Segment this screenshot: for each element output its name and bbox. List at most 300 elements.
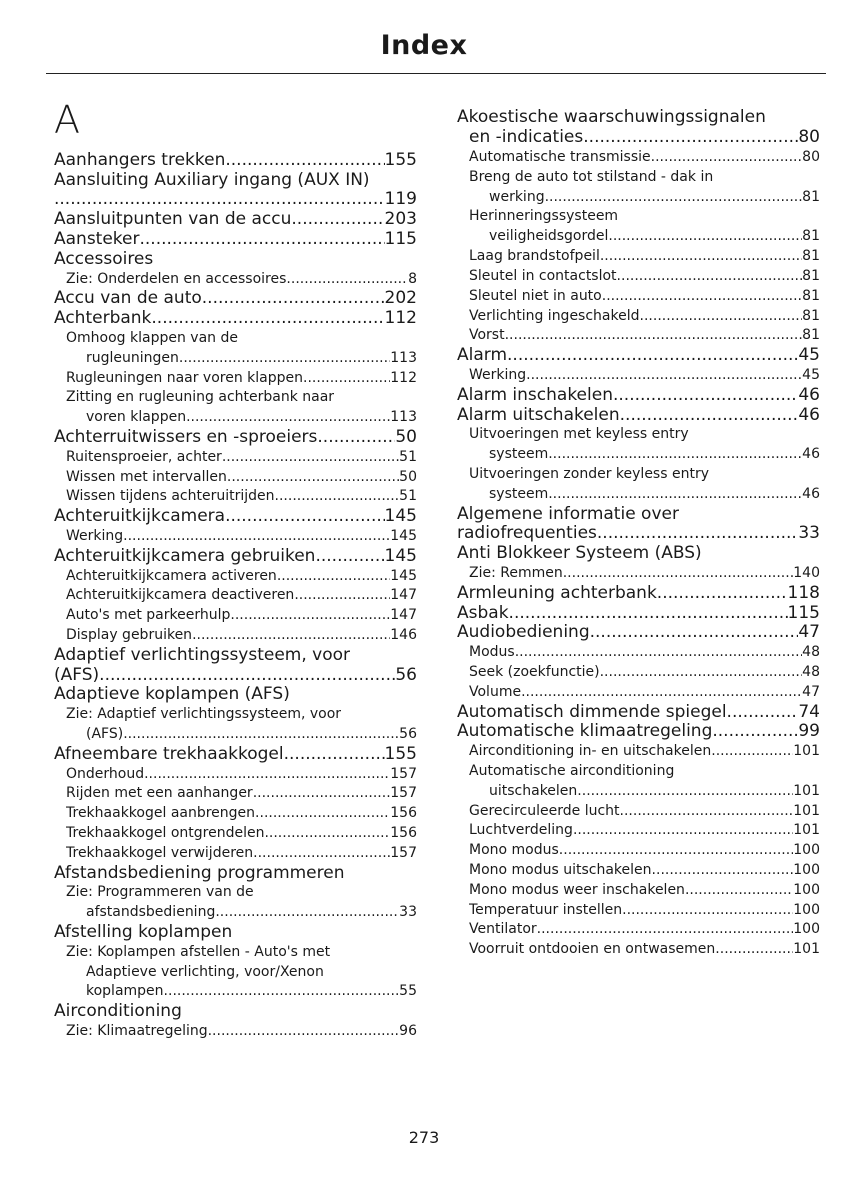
index-entry <box>469 822 820 838</box>
title-rule <box>46 73 826 74</box>
index-entry-page: 33 <box>798 523 820 543</box>
index-entry-text: Rijden met een aanhanger <box>66 785 253 801</box>
index-entry-text: Aanhangers trekken <box>54 150 226 170</box>
index-entry <box>457 583 820 603</box>
index-entry-page: 51 <box>399 488 417 504</box>
index-entry-page: 145 <box>384 506 417 526</box>
dot-leader <box>186 409 390 425</box>
index-entry <box>54 645 417 665</box>
index-entry-page: 115 <box>384 229 417 249</box>
dot-leader <box>192 627 390 643</box>
index-entry-text: Airconditioning <box>54 1001 182 1021</box>
index-entry <box>469 921 820 937</box>
index-entry-page: 100 <box>793 921 820 937</box>
index-entry-page: 81 <box>802 288 820 304</box>
index-entry-text: Achteruitkijkcamera <box>54 506 226 526</box>
index-entry <box>54 863 417 883</box>
dot-leader <box>140 229 385 249</box>
index-entry-text: Adaptieve verlichting, voor/Xenon <box>86 964 324 980</box>
index-entry <box>66 330 417 346</box>
dot-leader <box>507 345 798 365</box>
dot-leader <box>179 350 390 366</box>
index-entry <box>457 622 820 642</box>
index-entry <box>469 466 820 482</box>
dot-leader <box>225 506 384 526</box>
index-entry-page: 46 <box>798 385 820 405</box>
page-number: 273 <box>408 1128 440 1147</box>
index-entry <box>469 882 820 898</box>
index-entry <box>54 150 417 170</box>
index-entry <box>54 744 417 764</box>
index-entry-text: Gerecirculeerde lucht <box>469 803 620 819</box>
index-entry-page: 112 <box>384 308 417 328</box>
index-entry-page: 81 <box>802 248 820 264</box>
index-entry <box>457 523 820 543</box>
index-entry <box>457 345 820 365</box>
index-entry-text: radiofrequenties <box>457 523 597 543</box>
index-entry <box>66 944 417 960</box>
index-entry <box>66 568 417 584</box>
index-entry-text: Ruitensproeier, achter <box>66 449 222 465</box>
index-entry-page: 101 <box>793 803 820 819</box>
index-entry <box>457 543 820 563</box>
dot-leader <box>602 288 802 304</box>
index-entry-page: 202 <box>384 288 417 308</box>
index-entry-text: Alarm inschakelen <box>457 385 613 405</box>
index-entry-text: Achterruitwissers en -sproeiers <box>54 427 318 447</box>
index-entry-text: Wissen met intervallen <box>66 469 227 485</box>
index-entry-page: 101 <box>793 822 820 838</box>
index-entry-text: rugleuningen <box>86 350 179 366</box>
index-entry-page: 100 <box>793 902 820 918</box>
index-entry-text: Voorruit ontdooien en ontwasemen <box>469 941 716 957</box>
index-entry-text: Trekhaakkogel ontgrendelen <box>66 825 265 841</box>
dot-leader <box>573 822 793 838</box>
index-entry <box>54 209 417 229</box>
index-entry-text: Sleutel niet in auto <box>469 288 602 304</box>
dot-leader <box>286 271 408 287</box>
index-entry <box>66 370 417 386</box>
dot-leader <box>303 370 390 386</box>
index-entry-text: (AFS) <box>54 665 100 685</box>
index-entry <box>489 228 820 244</box>
index-entry <box>54 308 417 328</box>
index-entry <box>54 665 417 685</box>
index-entry <box>66 706 417 722</box>
index-entry <box>86 904 417 920</box>
dot-leader <box>151 308 384 328</box>
index-entry-text: Afstelling koplampen <box>54 922 233 942</box>
index-entry-page: 156 <box>390 825 417 841</box>
dot-leader <box>608 228 802 244</box>
index-entry-text: Algemene informatie over <box>457 504 679 524</box>
index-entry-text: voren klappen <box>86 409 187 425</box>
index-entry <box>469 367 820 383</box>
index-entry-page: 156 <box>390 805 417 821</box>
index-entry <box>66 766 417 782</box>
index-entry <box>469 308 820 324</box>
index-entry-page: 145 <box>390 568 417 584</box>
index-entry-text: Onderhoud <box>66 766 145 782</box>
index-entry-text: Wissen tijdens achteruitrijden <box>66 488 275 504</box>
dot-leader <box>225 150 384 170</box>
dot-leader <box>652 862 794 878</box>
index-entry-text: Airconditioning in- en uitschakelen <box>469 743 712 759</box>
dot-leader <box>715 941 793 957</box>
dot-leader <box>99 665 395 685</box>
index-entry <box>66 587 417 603</box>
index-entry <box>66 271 417 287</box>
index-entry-text: Zie: Klimaatregeling <box>66 1023 208 1039</box>
index-entry-page: 74 <box>798 702 820 722</box>
index-entry <box>54 170 417 190</box>
dot-leader <box>545 189 803 205</box>
index-entry-text: afstandsbediening <box>86 904 216 920</box>
index-entry <box>469 862 820 878</box>
index-entry-page: 113 <box>390 409 417 425</box>
index-entry <box>469 149 820 165</box>
index-entry-text: Audiobediening <box>457 622 590 642</box>
dot-leader <box>253 845 390 861</box>
index-entry <box>457 721 820 741</box>
index-entry <box>469 208 820 224</box>
dot-leader <box>215 904 399 920</box>
index-entry-text: Rugleuningen naar voren klappen <box>66 370 304 386</box>
dot-leader <box>253 785 391 801</box>
index-entry <box>469 426 820 442</box>
index-entry-page: 119 <box>384 189 417 209</box>
index-entry-text: Sleutel in contactslot <box>469 268 617 284</box>
index-entry <box>54 506 417 526</box>
index-entry <box>469 743 820 759</box>
index-entry <box>469 169 820 185</box>
dot-leader <box>537 921 794 937</box>
index-entry-text: Afneembare trekhaakkogel <box>54 744 284 764</box>
index-entry-page: 8 <box>408 271 417 287</box>
index-entry-page: 46 <box>798 405 820 425</box>
index-entry-text: Automatische klimaatregeling <box>457 721 713 741</box>
index-entry <box>457 504 820 524</box>
dot-leader <box>277 568 390 584</box>
dot-leader <box>291 209 384 229</box>
dot-leader <box>315 546 384 566</box>
index-entry <box>469 842 820 858</box>
index-entry-page: 48 <box>802 644 820 660</box>
index-entry-text: werking <box>489 189 545 205</box>
index-entry-page: 45 <box>798 345 820 365</box>
index-entry <box>86 983 417 999</box>
index-entry <box>66 469 417 485</box>
dot-leader <box>208 1023 400 1039</box>
index-entry-page: 115 <box>787 603 820 623</box>
dot-leader <box>123 528 390 544</box>
index-entry-page: 147 <box>390 607 417 623</box>
index-entry-page: 101 <box>793 783 820 799</box>
index-entry-text: Aansluiting Auxiliary ingang (AUX IN) <box>54 170 370 190</box>
index-entry-page: 47 <box>798 622 820 642</box>
dot-leader <box>583 127 798 147</box>
index-entry-page: 145 <box>384 546 417 566</box>
index-entry-page: 99 <box>798 721 820 741</box>
index-entry <box>457 603 820 623</box>
dot-leader <box>202 288 385 308</box>
index-entry-text: Uitvoeringen met keyless entry <box>469 426 689 442</box>
dot-leader <box>317 427 395 447</box>
index-entry-text: (AFS) <box>86 726 124 742</box>
index-entry-page: 46 <box>802 486 820 502</box>
dot-leader <box>264 825 390 841</box>
dot-leader <box>559 842 793 858</box>
index-entry-text: Omhoog klappen van de <box>66 330 238 346</box>
index-entry <box>457 405 820 425</box>
section-letter: A <box>54 98 80 142</box>
index-entry-text: Zie: Koplampen afstellen - Auto's met <box>66 944 331 960</box>
index-entry <box>54 427 417 447</box>
index-entry-page: 55 <box>399 983 417 999</box>
index-entry-text: Uitvoeringen zonder keyless entry <box>469 466 709 482</box>
index-entry-text: veiligheidsgordel <box>489 228 609 244</box>
index-entry-page: 113 <box>390 350 417 366</box>
dot-leader <box>727 702 799 722</box>
index-entry-page: 80 <box>802 149 820 165</box>
index-entry <box>469 644 820 660</box>
index-entry-text: Accessoires <box>54 249 154 269</box>
index-entry-text: Modus <box>469 644 515 660</box>
dot-leader <box>521 684 802 700</box>
index-entry-text: Armleuning achterbank <box>457 583 657 603</box>
index-entry <box>66 627 417 643</box>
index-entry <box>469 941 820 957</box>
index-entry <box>457 107 820 127</box>
dot-leader <box>563 565 794 581</box>
index-entry <box>469 268 820 284</box>
index-entry <box>469 803 820 819</box>
index-entry-text: Mono modus <box>469 842 559 858</box>
index-entry <box>469 127 820 147</box>
dot-leader <box>590 622 799 642</box>
index-entry <box>86 726 417 742</box>
index-entry-page: 155 <box>384 744 417 764</box>
index-entry-page: 100 <box>793 842 820 858</box>
index-entry <box>54 684 417 704</box>
index-entry-text: Herinneringssysteem <box>469 208 619 224</box>
index-entry-page: 101 <box>793 743 820 759</box>
dot-leader <box>600 664 803 680</box>
index-entry-text: systeem <box>489 486 549 502</box>
dot-leader <box>711 743 793 759</box>
index-entry-page: 81 <box>802 228 820 244</box>
dot-leader <box>505 327 803 343</box>
dot-leader <box>597 523 798 543</box>
index-entry <box>469 684 820 700</box>
index-entry-text: Accu van de auto <box>54 288 202 308</box>
index-entry <box>469 248 820 264</box>
index-entry-page: 46 <box>802 446 820 462</box>
dot-leader <box>620 803 794 819</box>
index-entry-text: Werking <box>66 528 124 544</box>
index-entry <box>457 385 820 405</box>
index-entry-text: Achteruitkijkcamera deactiveren <box>66 587 295 603</box>
index-entry-text: Automatische transmissie <box>469 149 651 165</box>
dot-leader <box>230 607 390 623</box>
index-entry-page: 147 <box>390 587 417 603</box>
index-entry-text: Mono modus weer inschakelen <box>469 882 685 898</box>
index-entry <box>54 922 417 942</box>
index-entry-text: Seek (zoekfunctie) <box>469 664 600 680</box>
index-entry <box>469 664 820 680</box>
index-entry-text: Zie: Programmeren van de <box>66 884 254 900</box>
index-entry-page: 33 <box>399 904 417 920</box>
dot-leader <box>275 488 400 504</box>
index-entry-page: 157 <box>390 845 417 861</box>
index-entry <box>54 546 417 566</box>
index-entry-page: 81 <box>802 327 820 343</box>
dot-leader <box>144 766 390 782</box>
dot-leader <box>526 367 802 383</box>
index-entry-text: Werking <box>469 367 527 383</box>
index-entry-text: Display gebruiken <box>66 627 193 643</box>
index-entry-text: Vorst <box>469 327 505 343</box>
index-entry <box>457 702 820 722</box>
index-entry <box>469 763 820 779</box>
index-entry-text: Zie: Adaptief verlichtingssysteem, voor <box>66 706 342 722</box>
index-entry <box>86 409 417 425</box>
index-entry <box>66 1023 417 1039</box>
index-entry-page: 56 <box>399 726 417 742</box>
index-entry-text: Zie: Remmen <box>469 565 563 581</box>
index-entry-text: Adaptieve koplampen (AFS) <box>54 684 290 704</box>
dot-leader <box>515 644 802 660</box>
dot-leader <box>164 983 400 999</box>
index-entry-text: Trekhaakkogel verwijderen <box>66 845 254 861</box>
index-entry-page: 81 <box>802 189 820 205</box>
index-entry <box>54 249 417 269</box>
dot-leader <box>54 189 385 209</box>
index-entry-text: Achteruitkijkcamera gebruiken <box>54 546 316 566</box>
index-entry-page: 101 <box>793 941 820 957</box>
index-entry-page: 51 <box>399 449 417 465</box>
index-entry <box>66 389 417 405</box>
index-entry <box>66 845 417 861</box>
dot-leader <box>284 744 385 764</box>
index-entry-text: Aansluitpunten van de accu <box>54 209 292 229</box>
index-entry <box>489 486 820 502</box>
index-entry-text: Zitting en rugleuning achterbank naar <box>66 389 335 405</box>
dot-leader <box>227 469 399 485</box>
index-entry <box>54 229 417 249</box>
dot-leader <box>255 805 390 821</box>
index-entry-text: Alarm uitschakelen <box>457 405 620 425</box>
index-entry-page: 45 <box>802 367 820 383</box>
index-entry-text: uitschakelen <box>489 783 578 799</box>
index-entry <box>66 488 417 504</box>
index-entry-text: Achterbank <box>54 308 152 328</box>
index-entry-page: 96 <box>399 1023 417 1039</box>
dot-leader <box>548 486 802 502</box>
index-entry-text: Auto's met parkeerhulp <box>66 607 231 623</box>
index-entry <box>489 783 820 799</box>
index-entry <box>54 189 417 209</box>
index-entry-text: Laag brandstofpeil <box>469 248 600 264</box>
index-entry <box>489 189 820 205</box>
index-entry <box>86 350 417 366</box>
index-entry-page: 118 <box>787 583 820 603</box>
index-entry-page: 48 <box>802 664 820 680</box>
index-entry-text: Alarm <box>457 345 508 365</box>
dot-leader <box>548 446 802 462</box>
index-entry-text: systeem <box>489 446 549 462</box>
index-entry-text: Mono modus uitschakelen <box>469 862 652 878</box>
index-entry-page: 50 <box>395 427 417 447</box>
index-entry-page: 81 <box>802 308 820 324</box>
dot-leader <box>620 405 799 425</box>
index-entry-text: Breng de auto tot stilstand - dak in <box>469 169 714 185</box>
index-entry-page: 47 <box>802 684 820 700</box>
index-entry-text: Asbak <box>457 603 509 623</box>
index-entry <box>86 964 417 980</box>
dot-leader <box>613 385 798 405</box>
index-entry <box>66 449 417 465</box>
index-entry-text: Akoestische waarschuwingssignalen <box>457 107 766 127</box>
dot-leader <box>600 248 802 264</box>
dot-leader <box>622 902 793 918</box>
index-entry-text: Volume <box>469 684 522 700</box>
index-entry-text: Adaptief verlichtingssysteem, voor <box>54 645 351 665</box>
index-entry-page: 203 <box>384 209 417 229</box>
index-entry <box>66 805 417 821</box>
index-entry <box>469 288 820 304</box>
index-entry <box>469 327 820 343</box>
index-entry-text: Ventilator <box>469 921 537 937</box>
index-entry <box>489 446 820 462</box>
dot-leader <box>617 268 803 284</box>
index-entry-page: 157 <box>390 785 417 801</box>
dot-leader <box>685 882 793 898</box>
index-entry <box>66 884 417 900</box>
dot-leader <box>657 583 788 603</box>
index-entry <box>66 528 417 544</box>
index-entry-page: 80 <box>798 127 820 147</box>
index-entry-text: Automatisch dimmende spiegel <box>457 702 727 722</box>
index-entry-page: 56 <box>395 665 417 685</box>
index-entry-text: Anti Blokkeer Systeem (ABS) <box>457 543 702 563</box>
index-entry-text: en -indicaties <box>469 127 584 147</box>
dot-leader <box>123 726 399 742</box>
index-entry <box>469 902 820 918</box>
index-entry-page: 140 <box>793 565 820 581</box>
index-entry-page: 157 <box>390 766 417 782</box>
dot-leader <box>651 149 803 165</box>
index-entry <box>66 785 417 801</box>
index-entry-text: Temperatuur instellen <box>469 902 623 918</box>
index-entry-page: 100 <box>793 862 820 878</box>
index-entry <box>469 565 820 581</box>
index-entry-text: Zie: Onderdelen en accessoires <box>66 271 287 287</box>
index-entry-text: koplampen <box>86 983 164 999</box>
index-entry-text: Verlichting ingeschakeld <box>469 308 640 324</box>
index-entry-text: Aansteker <box>54 229 140 249</box>
index-entry-text: Achteruitkijkcamera activeren <box>66 568 277 584</box>
index-entry-page: 50 <box>399 469 417 485</box>
dot-leader <box>222 449 399 465</box>
index-entry-page: 145 <box>390 528 417 544</box>
index-entry-page: 112 <box>390 370 417 386</box>
dot-leader <box>577 783 793 799</box>
index-entry-page: 146 <box>390 627 417 643</box>
dot-leader <box>509 603 788 623</box>
page-title: Index <box>380 30 468 61</box>
index-entry-page: 155 <box>384 150 417 170</box>
